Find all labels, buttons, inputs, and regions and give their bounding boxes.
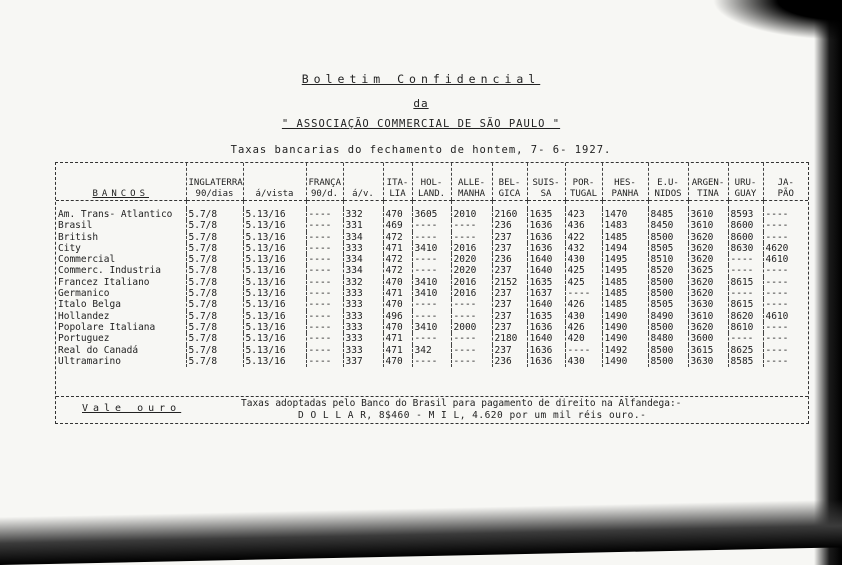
rate-cell: 5.7/8 [186,265,243,276]
rate-cell: 8500 [648,288,688,299]
rate-cell: 2016 [451,288,492,299]
rate-cell: ---- [728,254,763,265]
rate-cell: 1636 [527,356,565,367]
rate-cell: 2020 [451,265,492,276]
column-header-line2: SA [540,189,552,199]
table-row [56,288,808,299]
column-header [306,163,343,201]
rate-cell: ---- [306,265,343,276]
rate-cell: 423 [565,209,602,220]
rate-cell: ---- [412,220,451,231]
rate-cell: 5.13/16 [243,232,306,243]
rate-cell: 2020 [451,254,492,265]
rate-cell: 3605 [412,209,451,220]
column-header-line2: PANHA [611,189,639,199]
table-row [56,254,808,265]
rate-cell: 5.13/16 [243,345,306,356]
rate-cell: 426 [565,299,602,310]
column-header [451,163,492,201]
rate-cell: ---- [412,333,451,344]
rate-cell: 3625 [688,265,728,276]
table-header-row [56,163,808,201]
column-header-line2: GUAY [734,189,757,199]
rate-cell: 3610 [688,220,728,231]
column-header [56,163,186,201]
rate-cell: ---- [763,356,808,367]
rate-cell: 5.7/8 [186,288,243,299]
column-header [343,163,383,201]
rate-cell: ---- [451,345,492,356]
column-header-line1: BANCOS [92,189,149,199]
rate-cell: 1635 [527,311,565,322]
rate-cell: 8505 [648,243,688,254]
table-spacer-row [56,201,808,210]
rate-cell: 331 [343,220,383,231]
rate-cell: 5.13/16 [243,299,306,310]
rate-cell: 334 [343,254,383,265]
rate-cell: 8615 [728,299,763,310]
rate-cell: ---- [763,322,808,333]
rate-cell: 5.13/16 [243,311,306,322]
rate-cell: 8500 [648,345,688,356]
rate-cell: 236 [492,356,527,367]
column-header [602,163,648,201]
rate-cell: ---- [306,333,343,344]
rate-cell: ---- [412,232,451,243]
bank-name-cell: Commercial [58,254,116,266]
column-header-line1: ALLE- [457,178,486,188]
rate-cell: 8500 [648,322,688,333]
bank-name-cell: Italo Belga [58,299,121,311]
rate-cell: 236 [492,220,527,231]
rate-cell: 5.13/16 [243,254,306,265]
rate-cell: 8585 [728,356,763,367]
rate-cell: 1485 [602,232,648,243]
column-header [648,163,688,201]
organization-name: " ASSOCIAÇÃO COMMERCIAL DE SÃO PAULO " [281,118,561,130]
bank-name-cell: British [58,231,99,243]
rate-cell: 8505 [648,299,688,310]
rate-cell: 469 [383,220,412,231]
rate-cell: 3615 [688,345,728,356]
column-header-line1: JA- [777,178,794,188]
column-header-line1: BEL- [498,178,521,188]
rate-cell: 8610 [728,322,763,333]
rate-cell: ---- [306,254,343,265]
rate-cell: 1495 [602,265,648,276]
rate-cell: ---- [565,345,602,356]
rate-cell: ---- [306,232,343,243]
rate-cell: 8500 [648,232,688,243]
rate-cell: ---- [412,265,451,276]
rate-cell: 5.7/8 [186,220,243,231]
rate-cell: ---- [412,356,451,367]
rate-cell: 333 [343,288,383,299]
table-body [56,201,808,368]
column-header-line2: NIDOS [654,189,682,199]
column-header-line1: POR- [572,178,595,188]
rate-cell: 1636 [527,232,565,243]
rate-cell: 5.7/8 [186,254,243,265]
column-header-line1: FRANÇA [308,178,342,188]
rate-cell: 3410 [412,288,451,299]
rate-cell: 8630 [728,243,763,254]
table-footer [56,396,808,424]
column-header-line2: MANHA [457,189,486,199]
rate-cell: 237 [492,299,527,310]
rate-cell: ---- [763,209,808,220]
column-header [728,163,763,201]
rate-cell: 1485 [602,288,648,299]
rate-cell: 5.7/8 [186,322,243,333]
rate-cell: 8500 [648,356,688,367]
column-header-line2: GICA [498,189,521,199]
table-row [56,311,808,322]
rate-cell: 3410 [412,322,451,333]
rate-cell: ---- [451,311,492,322]
rate-cell: 471 [383,243,412,254]
bank-name-cell: Hollandez [58,310,110,322]
scan-dark-edge-bottom [0,499,842,565]
rate-cell: 472 [383,254,412,265]
rate-cell: 333 [343,333,383,344]
rate-cell: 1635 [527,277,565,288]
rate-cell: 420 [565,333,602,344]
rate-cell: 1492 [602,345,648,356]
rate-cell: 3630 [688,356,728,367]
rate-cell: 8593 [728,209,763,220]
rate-cell: 5.7/8 [186,311,243,322]
column-header [565,163,602,201]
rate-cell: 430 [565,254,602,265]
rate-cell: 5.7/8 [186,299,243,310]
table-row [56,243,808,254]
rate-cell: ---- [728,333,763,344]
bank-name-cell: Francez Italiano [58,276,150,288]
rate-cell: 237 [492,288,527,299]
rate-cell: 1640 [527,299,565,310]
column-header [688,163,728,201]
column-header-line1: E.U- [657,178,679,188]
column-header-line2: LAND. [417,189,446,199]
rate-cell: 5.13/16 [243,356,306,367]
bank-name-cell: Portuguez [58,333,110,345]
bank-name-cell: Brasil [58,220,93,232]
rate-cell: 425 [565,265,602,276]
rate-cell: 8600 [728,220,763,231]
rate-cell: 3410 [412,243,451,254]
rate-cell: 470 [383,299,412,310]
rate-cell: 470 [383,356,412,367]
column-header [492,163,527,201]
rate-cell: 471 [383,288,412,299]
rate-cell: 333 [343,299,383,310]
rate-cell: 8490 [648,311,688,322]
rate-cell: 5.13/16 [243,243,306,254]
rate-cell: 1640 [527,333,565,344]
column-header-line2: TINA [697,189,719,199]
rate-cell: 2000 [451,322,492,333]
rate-cell: 425 [565,277,602,288]
rate-cell: 1635 [527,209,565,220]
rate-cell: 496 [383,311,412,322]
rate-cell: ---- [763,232,808,243]
column-header-line2: 90/d. [310,189,339,199]
customs-note-line-1: Taxas adoptadas pelo Banco do Brasil para pagamento de direito na Alfandega:- [241,398,682,409]
rate-cell: 5.13/16 [243,220,306,231]
column-header-line2: PÃO [777,189,794,199]
rate-cell: ---- [728,265,763,276]
scan-dark-corner [712,0,842,40]
rate-cell: 1485 [602,277,648,288]
rate-cell: 8600 [728,232,763,243]
rate-cell: ---- [451,299,492,310]
rate-cell: 3620 [688,232,728,243]
rate-cell: 471 [383,345,412,356]
rate-cell: ---- [306,345,343,356]
rate-cell: 471 [383,333,412,344]
rate-cell: ---- [306,288,343,299]
column-header-line2: 90/dias [195,189,234,199]
rate-cell: 237 [492,265,527,276]
rate-cell: ---- [763,299,808,310]
rate-cell: 1470 [602,209,648,220]
rate-cell: 2160 [492,209,527,220]
rate-cell: 430 [565,311,602,322]
rate-cell: 8485 [648,209,688,220]
rate-cell: 1494 [602,243,648,254]
column-header-line1: URU- [734,178,757,188]
rate-cell: ---- [451,356,492,367]
rate-cell: 1636 [527,220,565,231]
rate-cell: 1495 [602,254,648,265]
table-row [56,333,808,344]
rate-cell: 8480 [648,333,688,344]
column-header-line2: á/v. [352,189,374,199]
rate-cell: 5.13/16 [243,277,306,288]
rate-cell: 5.13/16 [243,265,306,276]
rate-cell: 5.7/8 [186,345,243,356]
rate-cell: 426 [565,322,602,333]
rate-cell: 5.7/8 [186,243,243,254]
rate-cell: ---- [763,277,808,288]
rate-cell: 4610 [763,254,808,265]
rate-cell: 8450 [648,220,688,231]
rate-cell: 472 [383,232,412,243]
rate-cell: 3600 [688,333,728,344]
rate-cell: ---- [728,288,763,299]
table-row [56,356,808,367]
rate-cell: 5.7/8 [186,333,243,344]
bank-name-cell: Commerc. Industria [58,265,161,277]
rate-cell: 4610 [763,311,808,322]
rate-cell: 436 [565,220,602,231]
rate-cell: 2016 [451,277,492,288]
rate-cell: 1636 [527,322,565,333]
table-header [56,163,808,201]
rate-cell: 8615 [728,277,763,288]
rate-cell: 1490 [602,333,648,344]
vale-ouro-label: Vale ouro [82,403,182,414]
rate-cell: ---- [451,220,492,231]
rate-cell: 334 [343,265,383,276]
rate-cell: 237 [492,345,527,356]
customs-note-line-2: D O L L A R, 8$460 - M I L, 4.620 por um mil réis ouro.- [298,410,647,421]
rate-cell: ---- [412,254,451,265]
exchange-rates-table [56,163,808,367]
rate-cell: 333 [343,322,383,333]
rate-cell: ---- [412,311,451,322]
column-header [412,163,451,201]
rate-cell: 1490 [602,356,648,367]
bank-name-cell: Germanico [58,288,110,300]
column-header-line2: á/vista [255,189,294,199]
rate-cell: 236 [492,254,527,265]
rate-cell: 8510 [648,254,688,265]
rate-cell: 8625 [728,345,763,356]
rate-cell: ---- [306,277,343,288]
rate-cell: 3410 [412,277,451,288]
rate-cell: 470 [383,277,412,288]
table-row [56,232,808,243]
rate-cell: 3620 [688,322,728,333]
rate-cell: 342 [412,345,451,356]
rate-cell: 8620 [728,311,763,322]
rate-cell: 2152 [492,277,527,288]
table-row [56,209,808,220]
column-header-line1: INGLATERRA [188,178,243,188]
bank-name-cell: Popolare Italiana [58,321,156,333]
column-header-line1: ARGEN- [691,178,725,188]
bank-name-cell: Real do Canadá [58,344,139,356]
rate-cell: 1636 [527,243,565,254]
rate-cell: 334 [343,232,383,243]
rate-cell: 430 [565,356,602,367]
rate-cell: ---- [763,288,808,299]
rate-cell: ---- [763,333,808,344]
column-header-line1: ITA- [386,178,409,188]
rate-cell: 3620 [688,288,728,299]
rate-cell: 5.7/8 [186,277,243,288]
rate-cell: 2180 [492,333,527,344]
document-title: Boletim Confidencial [301,72,541,86]
rate-cell: 333 [343,345,383,356]
rate-cell: 1485 [602,299,648,310]
rate-cell: ---- [306,311,343,322]
rate-cell: 333 [343,311,383,322]
rate-cell: 1640 [527,254,565,265]
rate-cell: 1640 [527,265,565,276]
rate-cell: 3610 [688,209,728,220]
column-header-line1: SUIS- [532,178,560,188]
rate-cell: 237 [492,243,527,254]
rate-cell: 5.7/8 [186,356,243,367]
table-row [56,277,808,288]
rate-cell: ---- [306,322,343,333]
rate-cell: ---- [412,299,451,310]
rate-cell: 1483 [602,220,648,231]
column-header-line1: HES- [614,178,636,188]
rate-cell: 3620 [688,277,728,288]
rate-cell: 422 [565,232,602,243]
column-header [763,163,808,201]
table-row [56,299,808,310]
rate-cell: 237 [492,311,527,322]
bank-name-cell: Ultramarino [58,355,121,367]
rate-cell: 8520 [648,265,688,276]
rate-cell: 1490 [602,322,648,333]
rate-cell: 332 [343,277,383,288]
bank-name-cell: City [58,242,81,254]
rate-cell: ---- [306,243,343,254]
column-header [383,163,412,201]
rate-cell: 5.13/16 [243,322,306,333]
rate-cell: ---- [763,265,808,276]
table-row [56,265,808,276]
table-row [56,345,808,356]
table-row [56,322,808,333]
rate-cell: ---- [306,299,343,310]
rate-cell: 5.13/16 [243,288,306,299]
column-header-line2: TUGAL [569,189,598,199]
column-header [186,163,243,201]
rate-cell: 3610 [688,311,728,322]
rate-cell: 5.13/16 [243,333,306,344]
rate-cell: ---- [763,220,808,231]
rate-cell: ---- [451,232,492,243]
rate-cell: ---- [451,333,492,344]
table-row [56,220,808,231]
document-title-sub: da [413,97,429,110]
rate-cell: 237 [492,232,527,243]
rate-cell: 2016 [451,243,492,254]
rate-cell: 337 [343,356,383,367]
rate-cell: 1637 [527,288,565,299]
rate-cell: ---- [306,356,343,367]
rate-cell: ---- [763,345,808,356]
rate-cell: 8500 [648,277,688,288]
rate-cell: 3620 [688,254,728,265]
bank-name-cell: Am. Trans- Atlantico [58,209,173,220]
rate-cell: 333 [343,243,383,254]
rate-cell: 4620 [763,243,808,254]
rate-cell: 1636 [527,345,565,356]
rate-cell: 472 [383,265,412,276]
rate-cell: 1490 [602,311,648,322]
rate-cell: 432 [565,243,602,254]
document-subtitle: Taxas bancarias do fechamento de hontem, 7- 6- 1927. [230,144,612,156]
rate-cell: 332 [343,209,383,220]
column-header [243,163,306,201]
rate-cell: 470 [383,322,412,333]
rate-cell: 470 [383,209,412,220]
rate-cell: 5.7/8 [186,209,243,220]
column-header-line1: HOL- [420,178,443,188]
rate-cell: ---- [306,209,343,220]
rate-cell: ---- [565,288,602,299]
column-header-line2: LIA [389,189,406,199]
column-header [527,163,565,201]
rate-cell: 3620 [688,243,728,254]
rate-cell: ---- [306,220,343,231]
rate-cell: 5.7/8 [186,232,243,243]
rate-cell: 237 [492,322,527,333]
rate-cell: 3630 [688,299,728,310]
rate-cell: 2010 [451,209,492,220]
rate-cell: 5.13/16 [243,209,306,220]
